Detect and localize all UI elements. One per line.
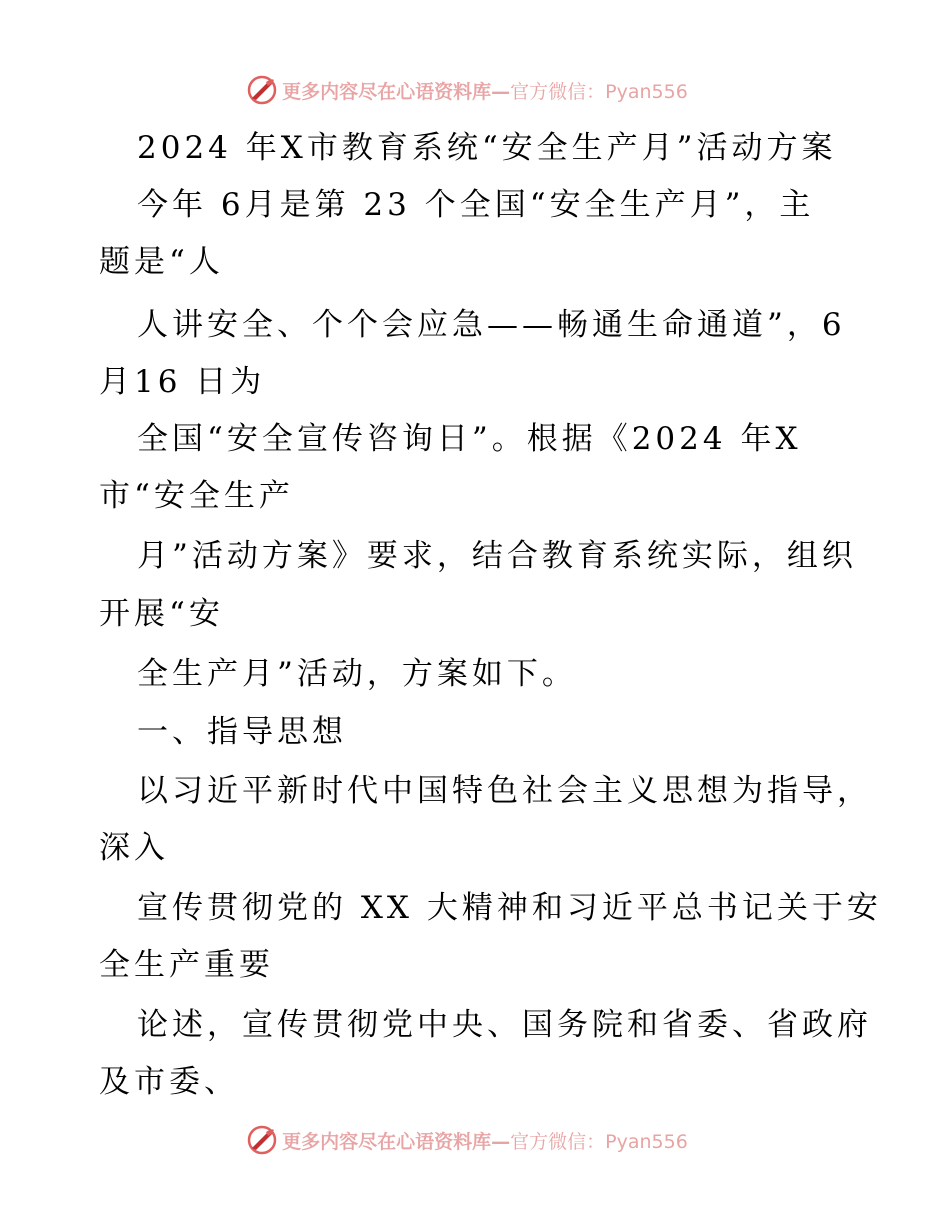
paragraph-line: 及市委、 — [99, 1064, 239, 1100]
paragraph-line: 宣传贯彻党的 XX 大精神和习近平总书记关于安 — [137, 890, 882, 926]
quill-logo-icon — [246, 74, 278, 106]
document-title: 2024 年X市教育系统“安全生产月”活动方案 — [137, 130, 837, 166]
paragraph-line: 全生产重要 — [99, 947, 274, 983]
paragraph-line: 今年 6月是第 23 个全国“安全生产月”，主 — [137, 187, 815, 223]
footer-watermark — [0, 1120, 950, 1160]
header-watermark — [0, 70, 950, 110]
paragraph-line: 开展“安 — [99, 596, 224, 632]
paragraph-line: 以习近平新时代中国特色社会主义思想为指导， — [137, 773, 872, 809]
section-heading: 一、指导思想 — [137, 714, 347, 750]
paragraph-line: 深入 — [99, 830, 169, 866]
paragraph-line: 人讲安全、个个会应急——畅通生命通道”，6 — [137, 307, 846, 343]
paragraph-line: 月16 日为 — [99, 364, 266, 400]
paragraph-line: 题是“人 — [99, 244, 224, 280]
watermark-text: 更多内容尽在心语资料库—官方微信：Pyan556 — [282, 1130, 688, 1153]
paragraph-line: 月”活动方案》要求，结合教育系统实际，组织 — [137, 538, 857, 574]
quill-logo-icon — [246, 1124, 278, 1156]
paragraph-line: 全生产月”活动，方案如下。 — [137, 656, 577, 692]
watermark-text: 更多内容尽在心语资料库—官方微信：Pyan556 — [282, 80, 688, 103]
paragraph-line: 论述，宣传贯彻党中央、国务院和省委、省政府 — [137, 1007, 872, 1043]
paragraph-line: 全国“安全宣传咨询日”。根据《2024 年X — [137, 421, 802, 457]
paragraph-line: 市“安全生产 — [99, 478, 294, 514]
